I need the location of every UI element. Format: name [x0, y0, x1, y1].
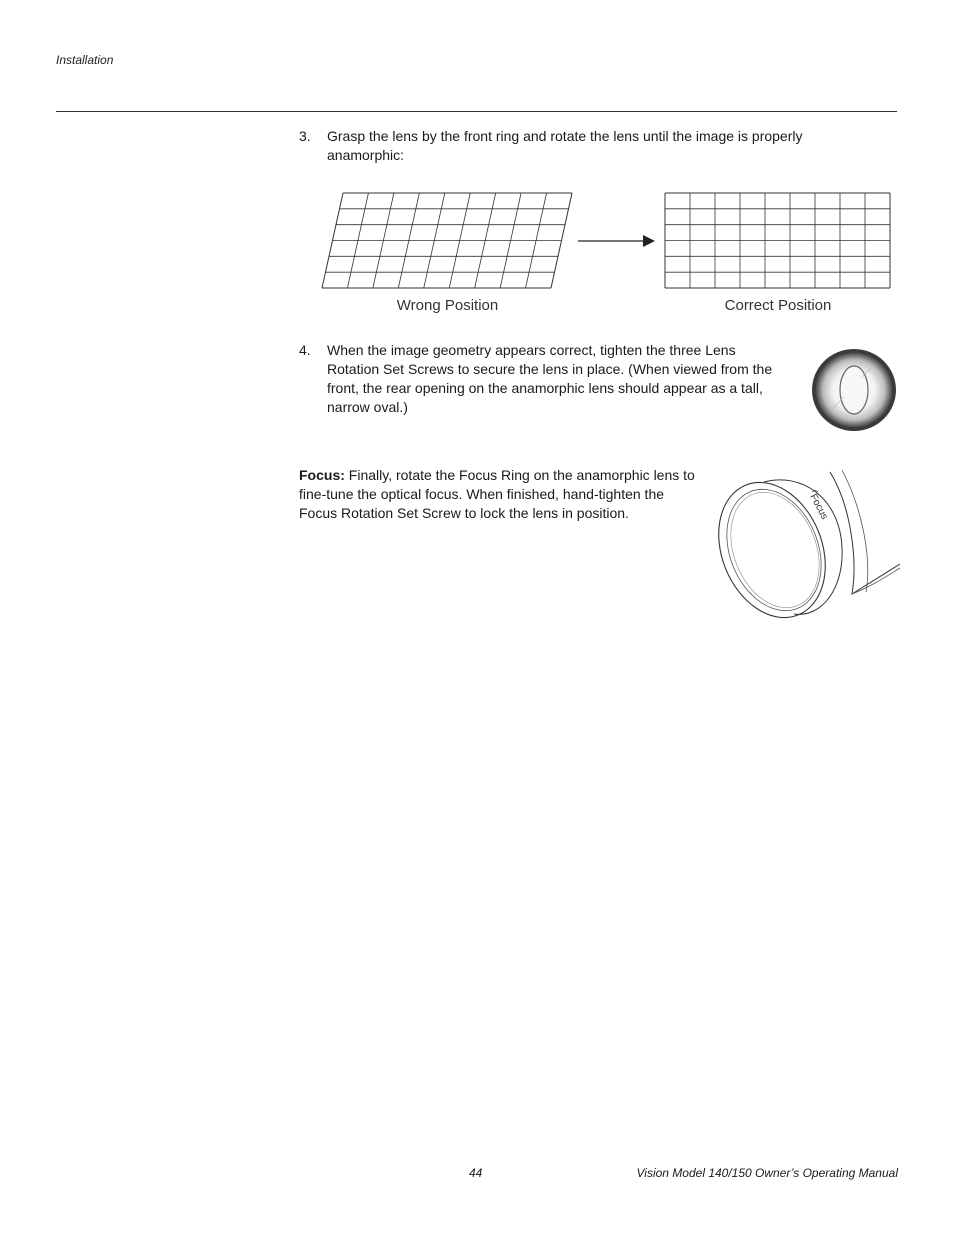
arrow-icon — [577, 233, 657, 249]
correct-position-grid — [664, 192, 892, 290]
lens-front-view-image — [810, 347, 898, 433]
wrong-position-caption: Wrong Position — [396, 297, 499, 314]
focus-paragraph — [299, 466, 699, 523]
focus-ring-label: Focus — [807, 492, 830, 522]
step-number: 4. — [299, 342, 311, 358]
manual-title: Vision Model 140/150 Owner’s Operating Manual — [636, 1166, 898, 1180]
step-text: Grasp the lens by the front ring and rotate the lens until the image is properly anamorphic: — [327, 128, 803, 163]
step-text: When the image geometry appears correct, tighten the three Lens Rotation Set Screws to secure the lens in place. (When viewed from the front, the rear opening on the anamorphic lens should appear as a tall, narrow oval.) — [327, 342, 773, 415]
header-rule — [56, 111, 897, 112]
page-number: 44 — [469, 1166, 483, 1180]
running-header: Installation — [56, 53, 114, 67]
step-number: 3. — [299, 128, 311, 144]
focus-label: Focus: — [299, 467, 345, 483]
correct-position-caption: Correct Position — [724, 297, 832, 314]
focus-ring-image — [712, 468, 900, 620]
wrong-position-grid — [320, 192, 574, 290]
focus-text: Finally, rotate the Focus Ring on the anamorphic lens to fine-tune the optical focus. When finished, hand-tighten the Focus Rotation Set Screw to lock the lens in position. — [299, 467, 695, 521]
